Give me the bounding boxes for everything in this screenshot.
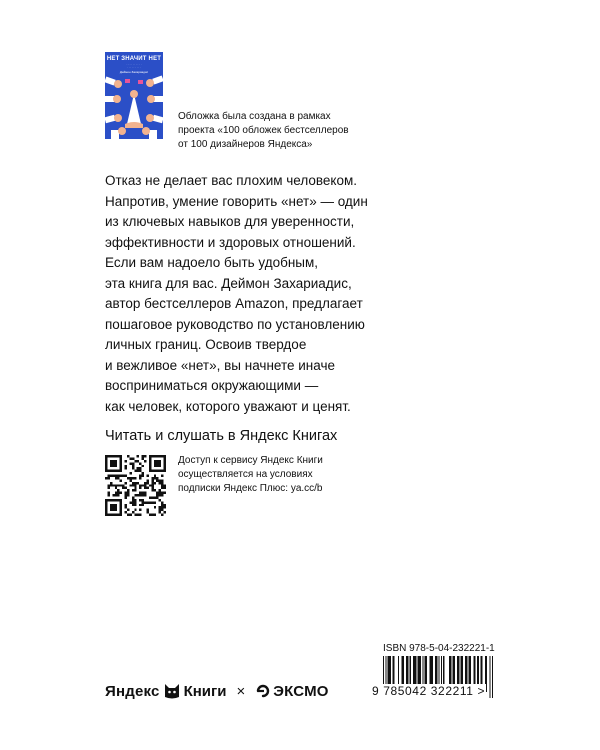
- cover-caption-line: от 100 дизайнеров Яндекса»: [178, 139, 313, 150]
- eksmo-wordmark: ЭКСМО: [273, 682, 329, 700]
- blurb-line: личных границ. Освоив твердое: [105, 337, 307, 352]
- cover-caption-line: проекта «100 обложек бестселлеров: [178, 125, 349, 136]
- cover-author: Деймон Захариадис: [119, 70, 149, 74]
- book-blurb: [105, 171, 425, 417]
- barcode-digits-text: 9 785042 322211 >: [372, 684, 486, 698]
- publisher-logos: [105, 680, 329, 702]
- barcode-digits: [371, 684, 501, 698]
- books-wordmark: Книги: [183, 682, 227, 700]
- cover-thumbnail: [105, 52, 163, 139]
- access-line: осуществляется на условиях: [178, 469, 313, 480]
- times-sign: ×: [236, 682, 246, 700]
- blurb-line: Отказ не делает вас плохим человеком.: [105, 173, 358, 188]
- cover-illustration: [105, 74, 163, 139]
- qr-code[interactable]: [105, 455, 166, 516]
- blurb-line: как человек, которого уважают и ценят.: [105, 398, 351, 414]
- blurb-line: автор бестселлеров Amazon, предлагает: [105, 296, 363, 311]
- access-info: [178, 454, 323, 496]
- blurb-line: Напротив, умение говорить «нет» — один: [105, 193, 368, 209]
- blurb-line: восприниматься окружающими —: [105, 378, 319, 393]
- blurb-line: и вежливое «нет», вы начнете иначе: [105, 357, 336, 373]
- blurb-line: из ключевых навыков для уверенности,: [105, 214, 355, 229]
- cover-subtitle-decor: · · · · · · · · · · · · · · · · · · ·: [126, 63, 142, 69]
- blurb-line: пошаговое руководство по установлению: [105, 316, 365, 332]
- access-line: подписки Яндекс Плюс: ya.cc/b: [178, 483, 323, 494]
- cover-caption-line: Обложка была создана в рамках: [178, 111, 331, 122]
- cover-title: НЕТ ЗНАЧИТ НЕТ: [106, 56, 162, 62]
- blurb-line: эта книга для вас. Деймон Захариадис,: [105, 275, 352, 291]
- isbn-text: ISBN 978-5-04-232221-1: [383, 643, 495, 654]
- cat-icon: [163, 682, 181, 700]
- cover-caption: [178, 110, 349, 152]
- access-line: Доступ к сервису Яндекс Книги: [178, 455, 323, 466]
- blurb-line: Если вам надоело быть удобным,: [105, 255, 319, 270]
- yandex-wordmark: Яндекс: [105, 682, 160, 700]
- blurb-line: эффективности и здоровых отношений.: [105, 234, 356, 250]
- read-listen-heading: Читать и слушать в Яндекс Книгах: [105, 428, 338, 444]
- eksmo-logo-icon: [255, 683, 271, 699]
